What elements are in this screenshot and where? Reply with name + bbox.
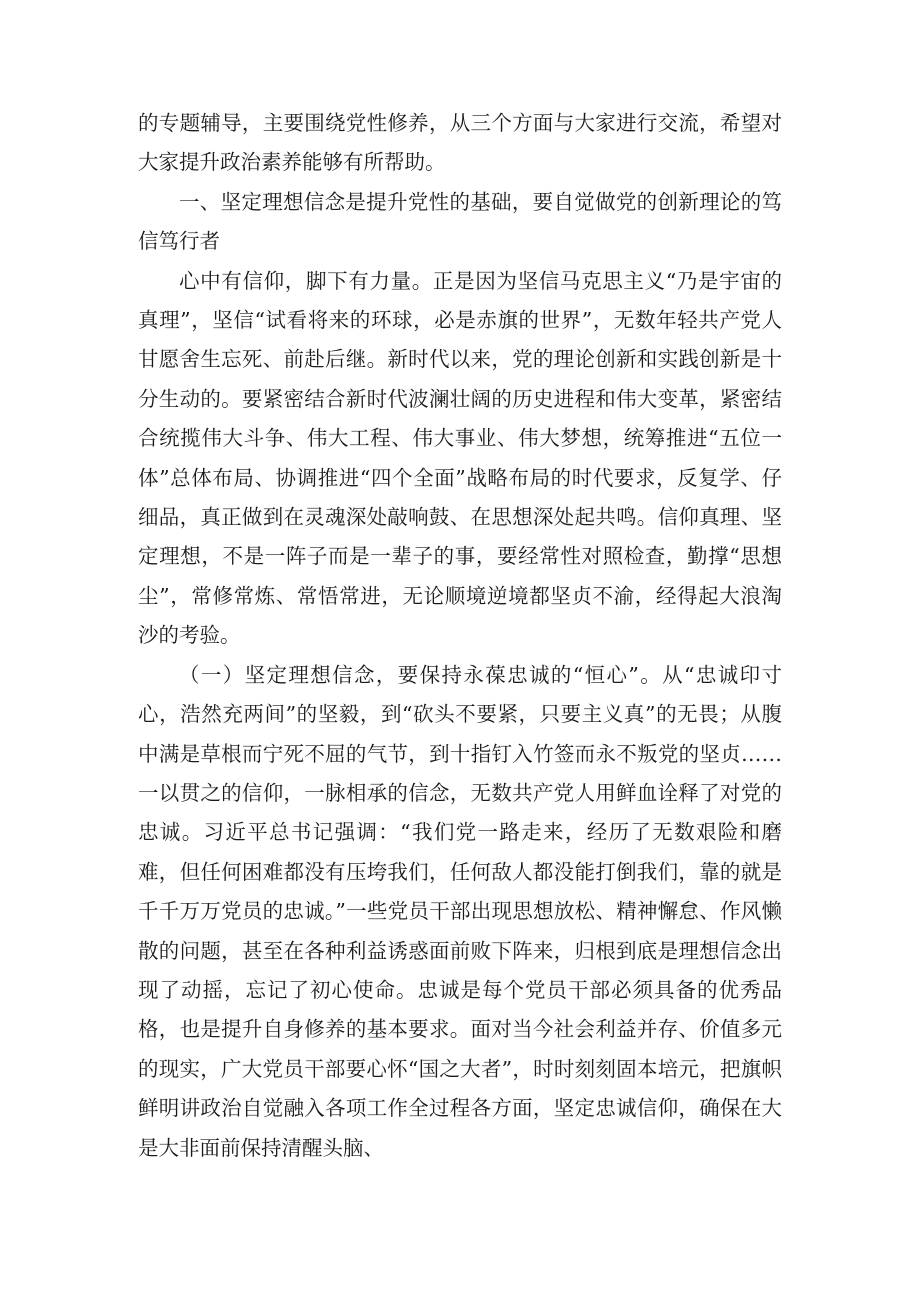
paragraph-continuation: 的专题辅导，主要围绕党性修养，从三个方面与大家进行交流，希望对大家提升政治素养能够有所帮助。 — [138, 111, 782, 175]
paragraph-body: 心中有信仰，脚下有力量。正是因为坚信马克思主义“乃是宇宙的真理”，坚信“试看将来的环球，必是赤旗的世界”，无数年轻共产党人甘愿舍生忘死、前赴后继。新时代以来，党的理论创新和实践创新是十分生动的。要紧密结合新时代波澜壮阔的历史进程和伟大变革，紧密结合统揽伟大斗争、伟大工程、伟大事业、伟大梦想，统筹推进“五位一体”总体布局、协调推进“四个全面”战略布局的时代要求，反复学、仔细品，真正做到在灵魂深处敲响鼓、在思想深处起共鸣。信仰真理、坚定理想，不是一阵子而是一辈子的事，要经常性对照检查，勤撑“思想尘”，常修常炼、常悟常进，无论顺境逆境都坚贞不渝，经得起大浪淘沙的考验。 — [138, 268, 782, 648]
subsection-paragraph: （一）坚定理想信念，要保持永葆忠诚的“恒心”。从“忠诚印寸心，浩然充两间”的坚毅，到“砍头不要紧，只要主义真”的无畏；从腹中满是草根而宁死不屈的气节，到十指钉入竹签而永不叛党的坚贞……一以贯之的信仰，一脉相承的信念，无数共产党人用鲜血诠释了对党的忠诚。习近平总书记强调：“我们党一路走来，经历了无数艰险和磨难，但任何困难都没有压垮我们，任何敌人都没能打倒我们，靠的就是千千万万党员的忠诚。”一些党员干部出现思想放松、精神懈怠、作风懒散的问题，甚至在各种利益诱惑面前败下阵来，归根到底是理想信念出现了动摇，忘记了初心使命。忠诚是每个党员干部必须具备的优秀品格，也是提升自身修养的基本要求。面对当今社会利益并存、价值多元的现实，广大党员干部要心怀“国之大者”，时时刻刻固本培元，把旗帜鲜明讲政治自觉融入各项工作全过程各方面，坚定忠诚信仰，确保在大是大非面前保持清醒头脑、 — [138, 662, 782, 1160]
section-heading: 一、坚定理想信念是提升党性的基础，要自觉做党的创新理论的笃信笃行者 — [138, 189, 782, 254]
document-body — [138, 104, 782, 1168]
